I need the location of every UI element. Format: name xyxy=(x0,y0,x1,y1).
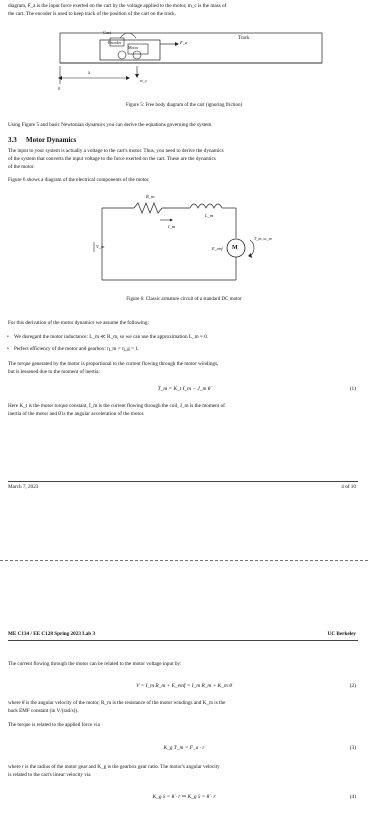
page-break xyxy=(0,560,368,561)
page-header-institution: UC Berkeley xyxy=(327,631,356,637)
tau-omega-label: T_m, ω_m xyxy=(254,236,272,241)
figure-6-caption: Figure 6: Classic armature circuit of a standard DC motor xyxy=(126,297,242,302)
equation-2-number: (2) xyxy=(349,683,356,689)
where-line-1: where θ̇ is the angular velocity of the motor, R_m is the resistance of the motor windings and K_m is the xyxy=(8,700,226,706)
motor-m-label: M xyxy=(232,245,238,251)
here-line-1: Here K_t is the motor torque constant, I_m is the current flowing through the coil, J_m is the moment of xyxy=(8,403,225,409)
here-line-2: inertia of the motor and θ̈ is the angular acceleration of the motor. xyxy=(8,411,145,417)
torque-line-1: The torque generated by the motor is proportional to the current flowing through the motor windings, xyxy=(8,361,219,367)
section-number: 3.3 xyxy=(8,136,17,144)
footer-date: March 7, 2023 xyxy=(8,484,39,490)
intro-line-2: the cart. The encoder is used to keep track of the position of the cart on the track. xyxy=(8,11,177,17)
motor-para-line-3: of the motor. xyxy=(8,164,35,170)
section-title: Motor Dynamics xyxy=(26,136,77,144)
equation-1-number: (1) xyxy=(349,386,356,392)
intro-line-1: diagram, F_a is the input force exerted on the cart by the voltage applied to the motor, m_c is the mass of xyxy=(8,3,227,9)
equation-4: K_g ẋ = θ̇ · r ⇒ K_g ẍ = θ̈ · r xyxy=(152,794,216,800)
equation-1: T_m = K_t I_m − J_m θ̈ xyxy=(157,386,211,392)
equation-3: K_g T_m = F_a · r xyxy=(163,745,205,751)
encoder-wheel xyxy=(118,51,126,59)
vm-label: V_m xyxy=(96,244,105,249)
dc-motor-circuit-diagram xyxy=(90,192,290,292)
equation-2: V = I_m R_m + E_emf = I_m R_m + K_m θ̇ xyxy=(136,683,232,689)
equation-4-number: (4) xyxy=(349,794,356,800)
assumption-bullet-1: • We disregard the motor inductance: L_m ≪ R_m, so we can use the approximation L_m ≈ 0. xyxy=(14,334,354,341)
zero-label: 0 xyxy=(58,86,61,91)
equation-3-number: (3) xyxy=(349,745,356,751)
x-label: x xyxy=(88,71,91,76)
track-outline xyxy=(60,33,322,63)
lm-label: L_m xyxy=(205,213,214,218)
motor-label: Motor xyxy=(128,45,138,50)
cart-handle xyxy=(120,33,136,38)
figure-5-caption: Figure 5: Free body diagram of the cart (ignoring friction) xyxy=(125,103,243,108)
newton-paragraph: Using Figure 5 and basic Newtonian dynamics you can derive the equations governing the system. xyxy=(8,122,213,128)
page-header-course: ME C134 / EE C128 Spring 2023 Lab 3 xyxy=(8,631,96,637)
inductor-lm xyxy=(190,204,222,208)
motor-para-line-1: The input to your system is actually a voltage to the cart's motor. Thus, you need to derive the dynamics xyxy=(8,148,224,154)
track-label: Track xyxy=(238,36,250,41)
assumption-bullet-2: • Perfect efficiency of the motor and gearbox: η_m = η_g = 1. xyxy=(14,346,354,353)
rm-label: R_m xyxy=(146,194,155,199)
figure-6-intro: Figure 6 shows a diagram of the electrical components of the motor. xyxy=(8,177,150,183)
torque-relation-line: The torque is related to the applied force via xyxy=(8,722,100,728)
current-line: The current flowing through the motor can be related to the motor voltage input by: xyxy=(8,661,182,667)
encoder-label: Encoder xyxy=(108,40,122,45)
header-rule xyxy=(8,640,358,641)
motor-para-line-2: of the system that converts the input voltage to the force exerted on the cart. These are the dynamics xyxy=(8,156,216,162)
where-line-2: back EMF constant (in V/(rad/s)). xyxy=(8,708,79,714)
motor-wheel xyxy=(133,51,141,59)
emf-label: E_emf xyxy=(212,246,223,251)
fa-label: F_a xyxy=(180,40,188,45)
radius-line-1: where r is the radius of the motor gear and K_g is the gearbox gear ratio. The motor's angular velocity xyxy=(8,764,220,770)
cart-label: Cart xyxy=(103,30,111,35)
im-label: I_m xyxy=(168,224,176,229)
footer-rule xyxy=(8,481,358,482)
torque-line-2: but is lessened due to the moment of inertia: xyxy=(8,369,100,375)
wc-label: w_c xyxy=(140,78,148,83)
resistor-rm xyxy=(134,203,162,213)
footer-page-number: 4 of 10 xyxy=(341,484,356,490)
assume-line: For this derivation of the motor dynamics we assume the following: xyxy=(8,320,149,326)
cart-free-body-diagram xyxy=(40,28,340,100)
radius-line-2: is related to the cart's linear velocity via xyxy=(8,772,91,778)
